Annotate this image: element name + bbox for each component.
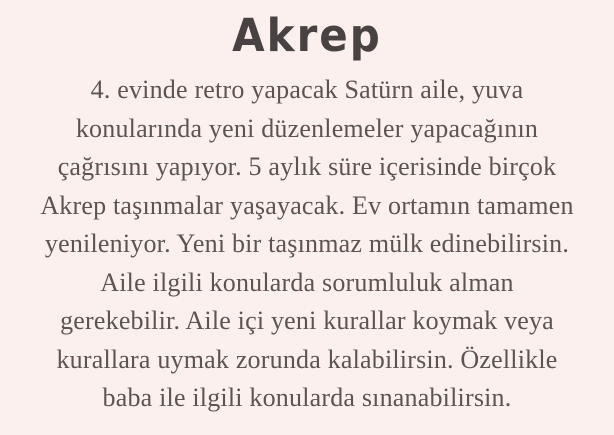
text-line: 4. evinde retro yapacak Satürn aile, yuva bbox=[90, 75, 524, 104]
text-line: çağrısını yapıyor. 5 aylık süre içerisinde birçok bbox=[57, 152, 557, 181]
text-line: Aile ilgili konularda sorumluluk alman bbox=[100, 267, 514, 297]
text-line: kurallara uymak zorunda kalabilirsin. Özellikle bbox=[56, 344, 558, 374]
page-title: Akrep bbox=[232, 8, 382, 62]
text-line: Akrep taşınmalar yaşayacak. Ev ortamın tamamen bbox=[40, 190, 574, 220]
text-line: gerekebilir. Aile içi yeni kurallar koymak veya bbox=[60, 306, 554, 335]
text-line: yenileniyor. Yeni bir taşınmaz mülk edinebilirsin. bbox=[44, 229, 570, 258]
text-line: konularında yeni düzenlemeler yapacağının bbox=[75, 113, 539, 143]
horoscope-text bbox=[0, 71, 614, 418]
text-line: baba ile ilgili konularda sınanabilirsin. bbox=[102, 383, 512, 412]
